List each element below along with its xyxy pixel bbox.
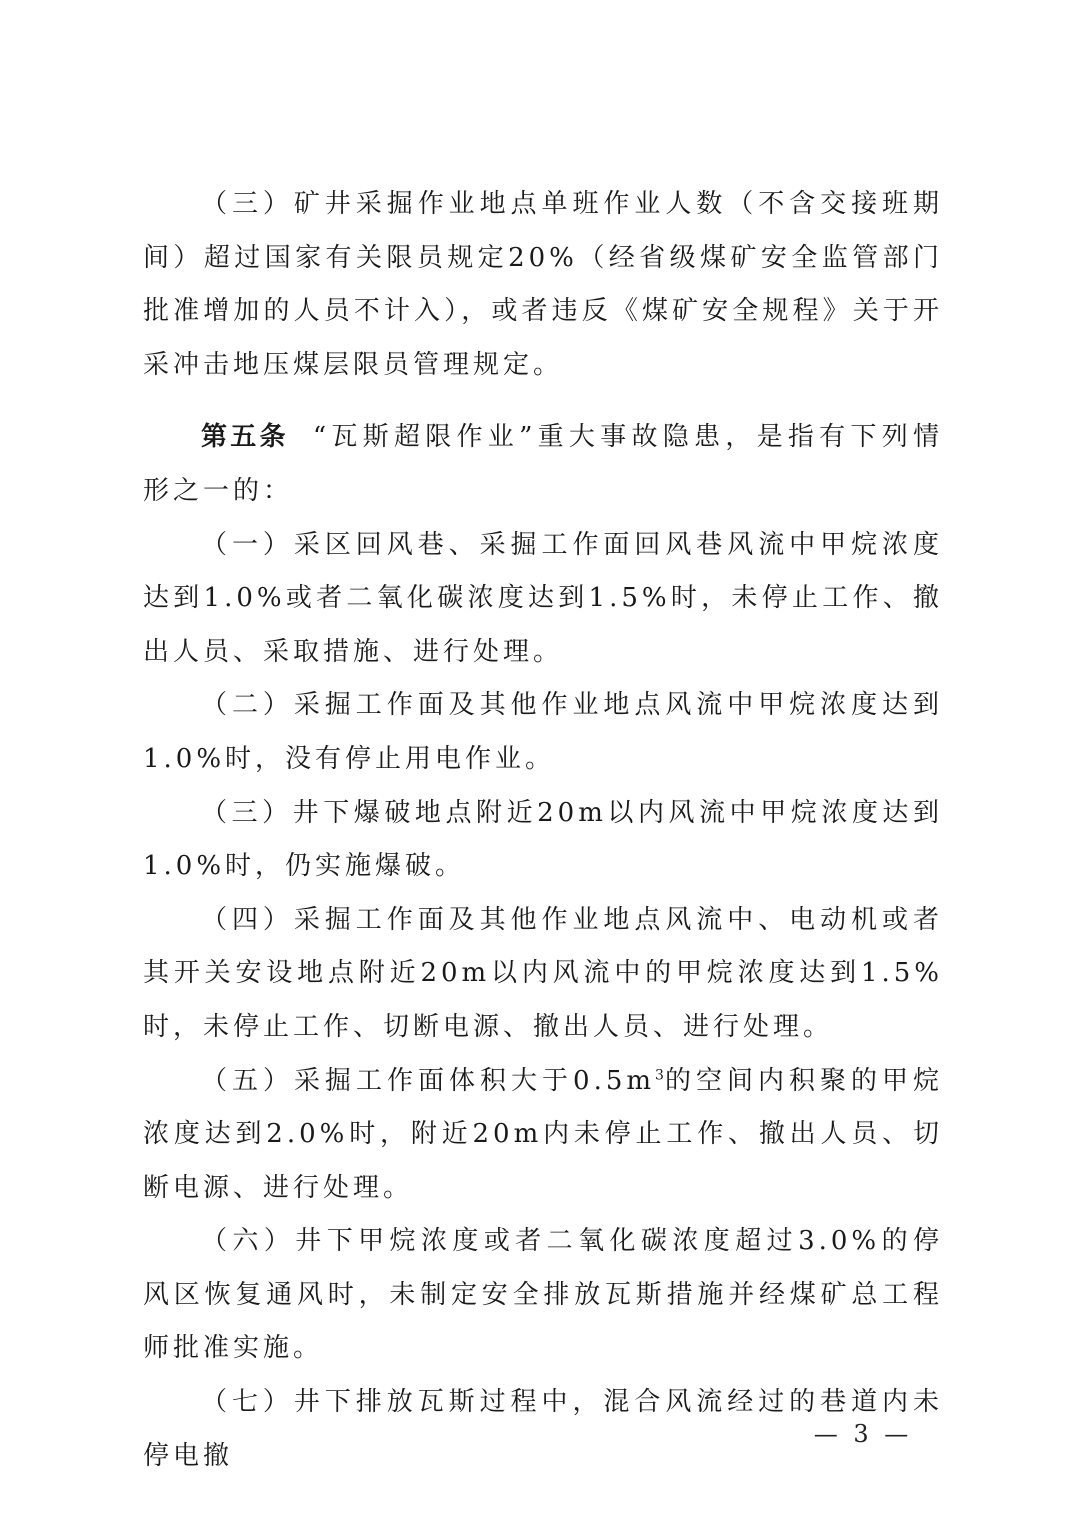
paragraph-item-4-motor-switch [143, 894, 943, 1055]
paragraph-text: （一）采区回风巷、采掘工作面回风巷风流中甲烷浓度达到1.0%或者二氧化碳浓度达到1.5%时，未停止工作、撤出人员、采取措施、进行处理。 [143, 529, 943, 667]
paragraph-item-6-ventilation-restore [143, 1215, 943, 1376]
paragraph-text: （三）井下爆破地点附近20m以内风流中甲烷浓度达到1.0%时，仍实施爆破。 [143, 797, 943, 882]
page-number: — 3 — [813, 1420, 913, 1448]
paragraph-text: （七）井下排放瓦斯过程中，混合风流经过的巷道内未停电撤 [143, 1387, 943, 1471]
paragraph-item-1-return-airway [143, 519, 943, 680]
paragraph-text: “瓦斯超限作业”重大事故隐患，是指有下列情形之一的： [143, 422, 943, 506]
document-body [143, 178, 943, 1483]
paragraph-item-5-gas-accumulation [143, 1055, 943, 1216]
article-5-heading [143, 411, 943, 518]
paragraph-text: （五）采掘工作面体积大于0.5m [201, 1065, 656, 1096]
paragraph-text: （六）井下甲烷浓度或者二氧化碳浓度超过3.0%的停风区恢复通风时，未制定安全排放瓦斯措施并经煤矿总工程师批准实施。 [143, 1226, 943, 1364]
paragraph-text: （四）采掘工作面及其他作业地点风流中、电动机或者其开关安设地点附近20m以内风流中的甲烷浓度达到1.5%时，未停止工作、切断电源、撤出人员、进行处理。 [143, 904, 943, 1042]
paragraph-text: （三）矿井采掘作业地点单班作业人数（不含交接班期间）超过国家有关限员规定20%（经省级煤矿安全监管部门批准增加的人员不计入），或者违反《煤矿安全规程》关于开采冲击地压煤层限员管理规定。 [143, 189, 943, 380]
paragraph-item-2-power-use [143, 679, 943, 786]
paragraph-item-3-crew-limit [143, 178, 943, 392]
superscript-cubic: 3 [655, 1066, 664, 1083]
article-label: 第五条 [201, 422, 289, 453]
paragraph-text: （二）采掘工作面及其他作业地点风流中甲烷浓度达到1.0%时，没有停止用电作业。 [143, 690, 943, 774]
paragraph-text: 的空间内积聚的甲烷浓度达到2.0%时，附近20m内未停止工作、撤出人员、切断电源、进行处理。 [143, 1065, 943, 1203]
paragraph-item-3-blasting [143, 787, 943, 894]
